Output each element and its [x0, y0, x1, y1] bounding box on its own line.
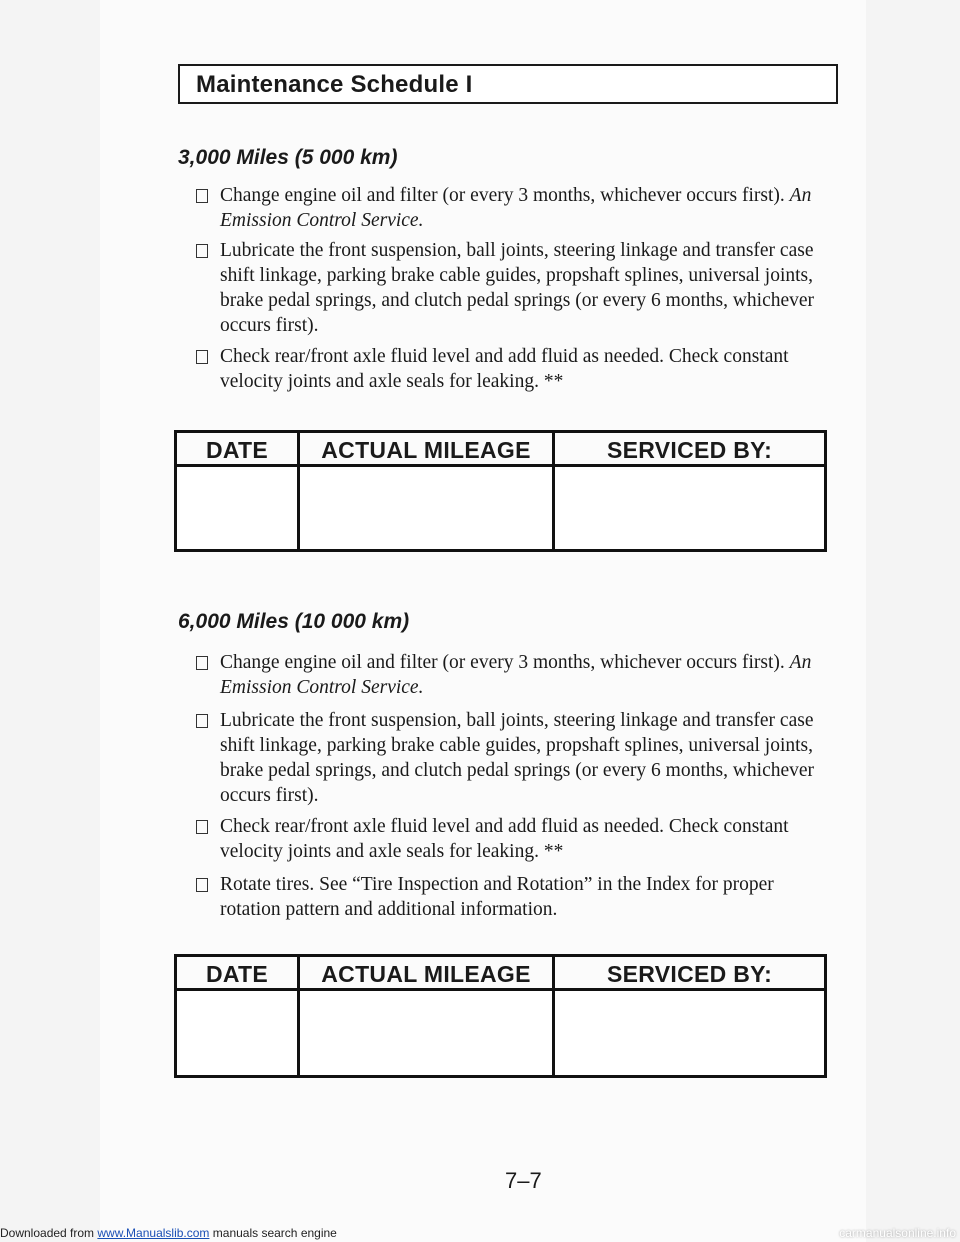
column-header-serviced-by: SERVICED BY:	[555, 433, 824, 467]
column-header-mileage: ACTUAL MILEAGE	[300, 433, 555, 467]
column-header-date: DATE	[177, 957, 300, 991]
task-checklist-item	[196, 344, 836, 394]
footer-link[interactable]: www.Manualslib.com	[97, 1226, 210, 1240]
checkbox[interactable]	[196, 714, 208, 728]
footer-source	[0, 1226, 337, 1240]
mileage-entry-cell[interactable]	[300, 991, 555, 1075]
task-checklist-item	[196, 238, 836, 338]
column-header-serviced-by: SERVICED BY:	[555, 957, 824, 991]
task-text: Rotate tires. See “Tire Inspection and Rotation” in the Index for proper rotation pattern and additional information.	[220, 874, 774, 920]
checkbox[interactable]	[196, 878, 208, 892]
column-header-date: DATE	[177, 433, 300, 467]
date-entry-cell[interactable]	[177, 467, 300, 549]
column-header-mileage: ACTUAL MILEAGE	[300, 957, 555, 991]
task-text: Lubricate the front suspension, ball joints, steering linkage and transfer case shift linkage, parking brake cable guides, propshaft splines, universal joints, brake pedal springs, and clutch pedal springs (or every 6 months, whichever occurs first).	[220, 240, 815, 336]
serviced-by-entry-cell[interactable]	[555, 991, 824, 1075]
checkbox[interactable]	[196, 350, 208, 364]
watermark: carmanualsonline.info	[839, 1226, 956, 1240]
checkbox[interactable]	[196, 244, 208, 258]
serviced-by-entry-cell[interactable]	[555, 467, 824, 549]
task-note: An Emission Control Service.	[220, 185, 812, 231]
checkbox[interactable]	[196, 820, 208, 834]
footer-suffix: manuals search engine	[209, 1226, 337, 1240]
section-heading-6000: 6,000 Miles (10 000 km)	[178, 610, 410, 633]
task-text: Lubricate the front suspension, ball joints, steering linkage and transfer case shift linkage, parking brake cable guides, propshaft splines, universal joints, brake pedal springs, and clutch pedal springs (or every 6 months, whichever occurs first).	[220, 710, 815, 806]
task-text: Check rear/front axle fluid level and add fluid as needed. Check constant velocity joints and axle seals for leaking. **	[220, 346, 789, 392]
task-note: An Emission Control Service.	[220, 652, 812, 698]
task-checklist-item	[196, 650, 836, 700]
checkbox[interactable]	[196, 189, 208, 203]
task-text: Change engine oil and filter (or every 3 months, whichever occurs first).	[220, 652, 785, 673]
task-checklist-item	[196, 183, 836, 233]
date-entry-cell[interactable]	[177, 991, 300, 1075]
task-checklist-item	[196, 814, 836, 864]
download-footer	[0, 1224, 960, 1242]
checkbox[interactable]	[196, 656, 208, 670]
service-log-table	[174, 430, 827, 552]
task-text: Check rear/front axle fluid level and add fluid as needed. Check constant velocity joints and axle seals for leaking. **	[220, 816, 789, 862]
page-number: 7–7	[505, 1168, 542, 1193]
footer-prefix: Downloaded from	[0, 1226, 98, 1240]
task-checklist-item	[196, 708, 836, 808]
service-log-table	[174, 954, 827, 1078]
page-title: Maintenance Schedule I	[196, 71, 473, 98]
header-box	[178, 64, 838, 104]
task-text: Change engine oil and filter (or every 3 months, whichever occurs first).	[220, 185, 785, 206]
mileage-entry-cell[interactable]	[300, 467, 555, 549]
task-checklist-item	[196, 872, 836, 922]
section-heading-3000: 3,000 Miles (5 000 km)	[178, 146, 398, 169]
